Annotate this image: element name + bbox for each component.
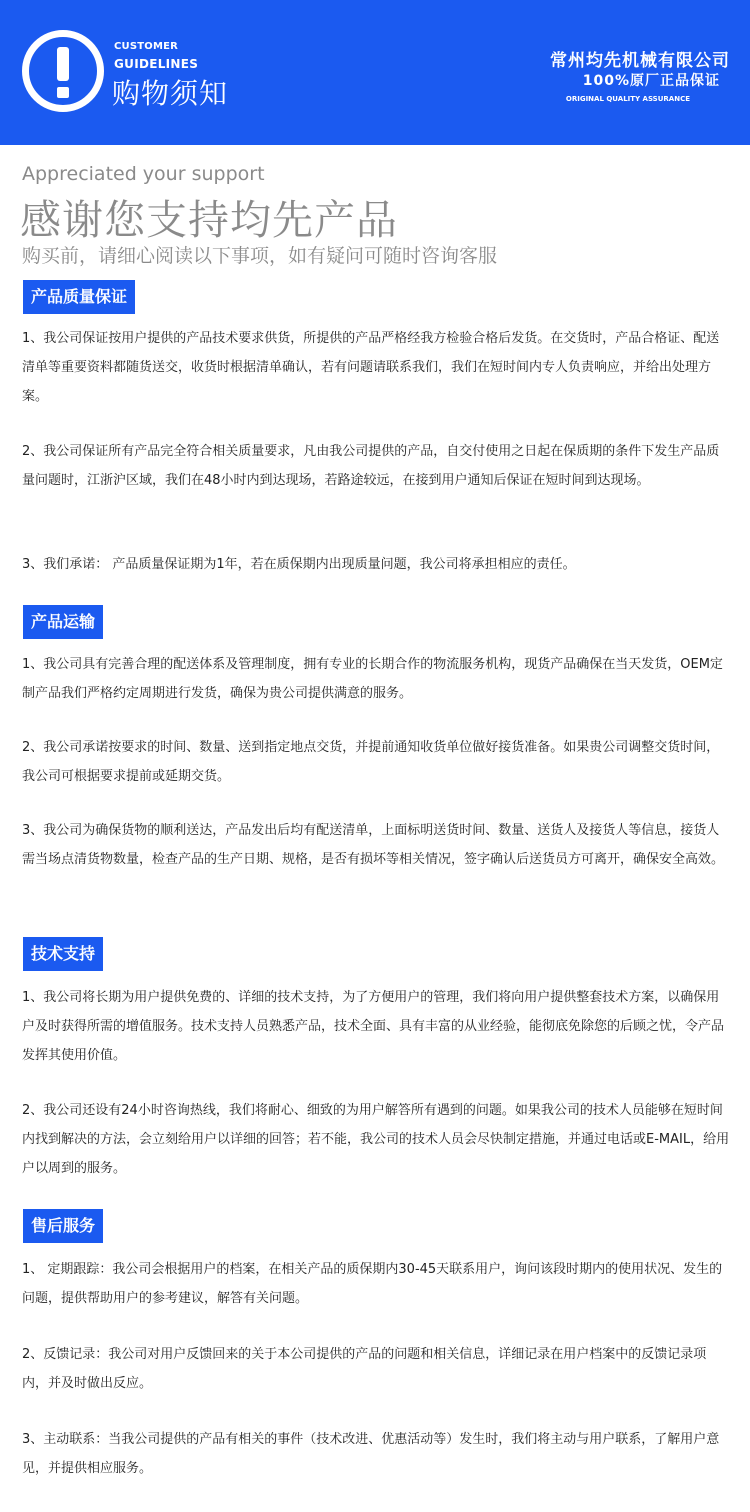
banner-en-line2: GUIDELINES xyxy=(114,57,199,71)
quality-paragraph-2: 2、我公司保证所有产品完全符合相关质量要求，凡由我公司提供的产品，自交付使用之日起在保质期的条件下发生产品质量问题时，江浙沪区域，我们在48小时内到达现场，若路途较远，在接到用户通知后保证在短时间到达现场。 xyxy=(22,444,720,488)
exclamation-icon xyxy=(22,30,104,112)
shipping-paragraph-3: 3、我公司为确保货物的顺利送达，产品发出后均有配送清单，上面标明送货时间、数量、送货人及接货人等信息，接货人需当场点清货物数量，检查产品的生产日期、规格，是否有损坏等相关情况，签字确认后送货员方可离开，确保安全高效。 xyxy=(22,823,725,867)
notice-text: 购买前，请细心阅读以下事项，如有疑问可随时咨询客服 xyxy=(22,245,498,267)
banner-en-line1: CUSTOMER xyxy=(114,41,179,52)
section-title-support: 技术支持 xyxy=(23,937,103,971)
support-paragraph-2: 2、我公司还设有24小时咨询热线，我们将耐心、细致的为用户解答所有遇到的问题。如果我公司的技术人员能够在短时间内找到解决的方法，会立刻给用户以详细的回答；若不能，我公司的技术人员会尽快制定措施，并通过电话或E-MAIL，给用户以周到的服务。 xyxy=(22,1103,730,1176)
appreciated-text: Appreciated your support xyxy=(22,163,265,185)
thanks-heading: 感谢您支持均先产品 xyxy=(20,196,398,244)
banner-title: 购物须知 xyxy=(112,77,229,110)
shipping-paragraph-1: 1、我公司具有完善合理的配送体系及管理制度，拥有专业的长期合作的物流服务机构，现货产品确保在当天发货，OEM定制产品我们严格约定周期进行发货，确保为贵公司提供满意的服务。 xyxy=(22,657,723,701)
aftersales-paragraph-2: 2、反馈记录：我公司对用户反馈回来的关于本公司提供的产品的问题和相关信息，详细记录在用户档案中的反馈记录项内，并及时做出反应。 xyxy=(22,1347,707,1391)
company-slogan-en: ORIGINAL QUALITY ASSURANCE xyxy=(565,95,690,103)
shipping-paragraph-2: 2、我公司承诺按要求的时间、数量、送到指定地点交货，并提前通知收货单位做好接货准备。如果贵公司调整交货时间，我公司可根据要求提前或延期交货。 xyxy=(22,740,720,784)
quality-paragraph-3: 3、我们承诺： 产品质量保证期为1年，若在质保期内出现质量问题，我公司将承担相应的责任。 xyxy=(22,557,576,572)
support-paragraph-1: 1、我公司将长期为用户提供免费的、详细的技术支持，为了方便用户的管理，我们将向用户提供整套技术方案，以确保用户及时获得所需的增值服务。技术支持人员熟悉产品，技术全面、具有丰富的从业经验，能彻底免除您的后顾之忧，令产品发挥其使用价值。 xyxy=(22,990,725,1063)
section-title-aftersales: 售后服务 xyxy=(23,1209,103,1243)
aftersales-paragraph-3: 3、主动联系：当我公司提供的产品有相关的事件（技术改进、优惠活动等）发生时，我们将主动与用户联系，了解用户意见，并提供相应服务。 xyxy=(22,1432,720,1476)
section-title-shipping: 产品运输 xyxy=(23,605,103,639)
company-slogan: 100%原厂正品保证 xyxy=(582,73,720,89)
section-title-quality: 产品质量保证 xyxy=(23,280,135,314)
header-banner xyxy=(0,0,750,145)
aftersales-paragraph-1: 1、 定期跟踪：我公司会根据用户的档案，在相关产品的质保期内30-45天联系用户，询问该段时期内的使用状况、发生的问题，提供帮助用户的参考建议，解答有关问题。 xyxy=(22,1262,723,1306)
quality-paragraph-1: 1、我公司保证按用户提供的产品技术要求供货，所提供的产品严格经我方检验合格后发货。在交货时，产品合格证、配送清单等重要资料都随货送交，收货时根据清单确认，若有问题请联系我们，我们在短时间内专人负责响应，并给出处理方案。 xyxy=(22,331,720,404)
company-name: 常州均先机械有限公司 xyxy=(550,51,730,71)
